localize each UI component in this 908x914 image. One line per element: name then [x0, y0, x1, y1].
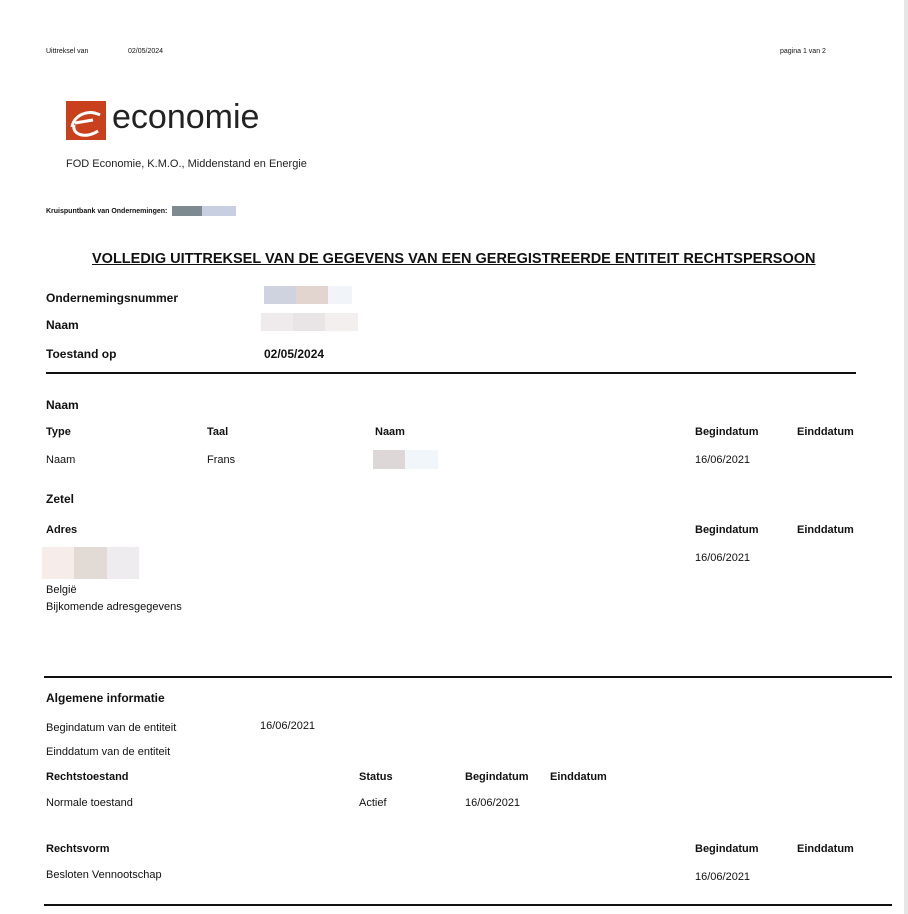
seat-extra-address: Bijkomende adresgegevens [46, 601, 182, 613]
divider [44, 904, 892, 906]
entity-start-label: Begindatum van de entiteit [46, 722, 177, 734]
redacted-block [172, 206, 202, 216]
name-label: Naam [46, 318, 79, 332]
legal-state-status: Actief [359, 797, 387, 809]
status-date-label: Toestand op [46, 347, 117, 361]
redacted-block [261, 313, 293, 331]
redacted-block [296, 286, 328, 304]
divider [46, 372, 856, 374]
redacted-block [264, 286, 296, 304]
document-title: VOLLEDIG UITTREKSEL VAN DE GEGEVENS VAN EEN GEREGISTREERDE ENTITEIT RECHTSPERSOON [92, 251, 816, 267]
column-header-name: Naam [375, 426, 405, 438]
general-section-heading: Algemene informatie [46, 691, 165, 705]
extract-label: Uittreksel van [46, 48, 89, 55]
column-header-legal-form: Rechtsvorm [46, 843, 110, 855]
name-row-language: Frans [207, 454, 236, 466]
column-header-start-date: Begindatum [465, 771, 529, 783]
redacted-block [74, 547, 107, 579]
column-header-end-date: Einddatum [797, 426, 854, 438]
extract-date: 02/05/2024 [128, 48, 164, 55]
redacted-block [293, 313, 325, 331]
divider [44, 676, 892, 678]
entity-end-label: Einddatum van de entiteit [46, 746, 171, 758]
seat-country: België [46, 584, 77, 596]
logo-wordmark: economie [112, 98, 260, 136]
column-header-end-date: Einddatum [797, 843, 854, 855]
redacted-block [325, 313, 358, 331]
redacted-block [107, 547, 139, 579]
column-header-end-date: Einddatum [797, 524, 854, 536]
column-header-start-date: Begindatum [695, 426, 759, 438]
name-row-type: Naam [46, 454, 76, 466]
column-header-start-date: Begindatum [695, 524, 759, 536]
legal-form-value: Besloten Vennootschap [46, 869, 162, 881]
column-header-legal-state: Rechtstoestand [46, 771, 129, 783]
column-header-address: Adres [46, 524, 78, 536]
economie-logo-icon [66, 101, 106, 140]
column-header-status: Status [359, 771, 393, 783]
redacted-block [202, 206, 236, 216]
kbo-label: Kruispuntbank van Ondernemingen: [46, 208, 168, 215]
entity-start-date: 16/06/2021 [260, 720, 316, 732]
legal-state-start-date: 16/06/2021 [465, 797, 521, 809]
name-section-heading: Naam [46, 398, 79, 412]
name-row-start-date: 16/06/2021 [695, 454, 751, 466]
redacted-block [405, 450, 438, 469]
page-edge [904, 0, 908, 914]
column-header-type: Type [46, 426, 71, 438]
legal-form-start-date: 16/06/2021 [695, 871, 751, 883]
logo-subtitle: FOD Economie, K.M.O., Middenstand en Energie [66, 158, 307, 170]
page-number: pagina 1 van 2 [780, 48, 826, 55]
status-date: 02/05/2024 [264, 347, 325, 361]
redacted-block [42, 547, 74, 579]
enterprise-number-label: Ondernemingsnummer [46, 291, 179, 305]
redacted-block [328, 286, 352, 304]
column-header-start-date: Begindatum [695, 843, 759, 855]
seat-section-heading: Zetel [46, 492, 75, 506]
redacted-block [373, 450, 405, 469]
column-header-language: Taal [207, 426, 229, 438]
column-header-end-date: Einddatum [550, 771, 607, 783]
seat-start-date: 16/06/2021 [695, 552, 751, 564]
legal-state-value: Normale toestand [46, 797, 133, 809]
